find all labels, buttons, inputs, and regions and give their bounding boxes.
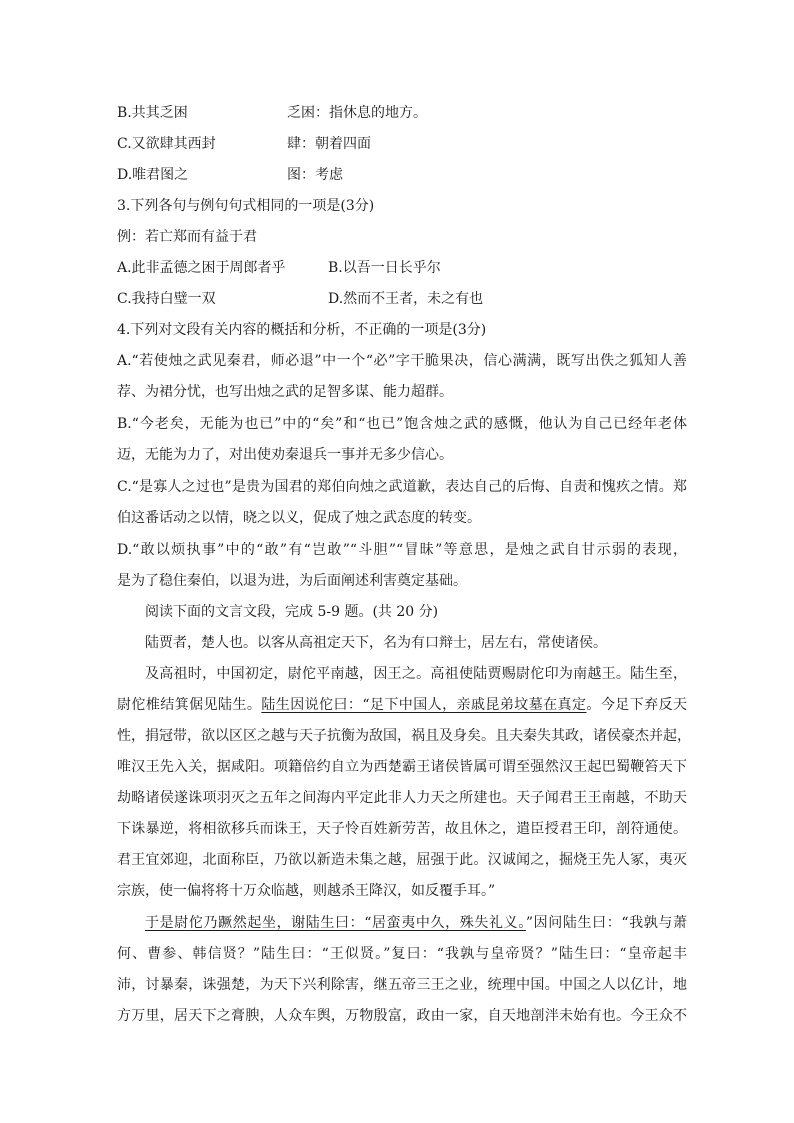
vocab-option-d (117, 165, 687, 185)
passage-p2-line-6: 下诛暴逆，将相欲移兵而诛王，天子怜百姓新劳苦，故且休之，遣臣授君王印，剖符通使。 (117, 821, 687, 837)
question-3-options-row-1 (117, 258, 687, 278)
question-4-option-a-line-2: 荐、为裙分忧，也写出烛之武的足智多谋、能力超群。 (117, 384, 453, 400)
question-4-option-c-line-1: C.“是寡人之过也”是贵为国君的郑伯向烛之武道歉，表达自己的后悔、自责和愧疚之情。郑 (117, 479, 687, 495)
passage-p3-line-3: 沛，讨暴秦，诛强楚，为天下兴利除害，继五帝三王之业，统理中国。中国之人以亿计，地 (117, 977, 687, 993)
passage-p3-line-1 (145, 913, 687, 933)
vocab-term: C.又欲肆其西封 (117, 136, 216, 152)
passage-text: ”因问陆生曰：“我孰与萧 (525, 915, 687, 931)
passage-text: 尉佗椎结箕倨见陆生。 (117, 697, 262, 713)
vocab-option-c (117, 134, 687, 154)
question-4-option-b-line-2: 迈，无能为力了，对出使劝秦退兵一事并无多少信心。 (117, 447, 453, 463)
vocab-gloss: 图：考虑 (287, 167, 343, 183)
passage-p2-line-8: 宗族，使一偏将将十万众临越，则越杀王降汉，如反覆手耳。” (117, 883, 496, 899)
question-4-option-c-line-2: 伯这番话动之以情，晓之以义，促成了烛之武态度的转变。 (117, 510, 481, 526)
question-4-option-b-line-1: B.“今老矣，无能为也已”中的“矣”和“也已”饱含烛之武的感慨，他认为自己已经年老体 (117, 416, 687, 432)
vocab-gloss: 肆：朝着四面 (287, 136, 371, 152)
question-4-stem: 4.下列对文段有关内容的概括和分析，不正确的一项是(3分) (117, 322, 487, 338)
reading-intro: 阅读下面的文言文段，完成 5-9 题。(共 20 分) (145, 604, 439, 620)
question-3-example: 例：若亡郑而有益于君 (117, 229, 257, 245)
vocab-option-b (117, 103, 687, 123)
option-c: C.我持白璧一双 (117, 291, 216, 307)
vocab-gloss: 乏困：指休息的地方。 (287, 105, 427, 121)
question-4-option-d-line-2: 是为了稳住秦伯，以退为进，为后面阐述利害奠定基础。 (117, 573, 467, 589)
passage-text: 。今足下弃反天 (586, 697, 688, 713)
passage-p2-line-2 (117, 695, 687, 715)
passage-p2-line-4: 唯汉王先入关，据咸阳。项籍倍约自立为西楚霸王诸侯皆属可谓至强然汉王起巴蜀鞭笞天下 (117, 759, 687, 775)
underlined-sentence: 于是尉佗乃蹶然起坐，谢陆生曰：“居蛮夷中久，殊失礼义。 (145, 915, 526, 931)
vocab-term: B.共其乏困 (117, 105, 188, 121)
passage-p2-line-1: 及高祖时，中国初定，尉佗平南越，因王之。高祖使陆贾赐尉佗印为南越王。陆生至， (145, 666, 687, 682)
question-3-stem: 3.下列各句与例句句式相同的一项是(3分) (117, 198, 375, 214)
passage-p2-line-3: 性，捐冠带，欲以区区之越与天子抗衡为敌国，祸且及身矣。且夫秦失其政，诸侯豪杰并起， (117, 728, 691, 744)
vocab-term: D.唯君图之 (117, 167, 189, 183)
option-d: D.然而不王者，未之有也 (328, 291, 484, 307)
question-4-option-d-line-1: D.“敢以烦执事”中的“敢”有“岂敢”“斗胆”“冒昧”等意思，是烛之武自甘示弱的表现， (117, 542, 687, 558)
question-3-options-row-2 (117, 289, 687, 309)
passage-p3-line-2: 何、曹参、韩信贤？”陆生曰：“王似贤。”复曰：“我孰与皇帝贤？”陆生曰：“皇帝起丰 (117, 946, 687, 962)
passage-p2-line-5: 劫略诸侯遂诛项羽灭之五年之间海内平定此非人力天之所建也。天子闻君王王南越，不助天 (117, 790, 687, 806)
option-a: A.此非孟德之困于周郎者乎 (117, 260, 286, 276)
passage-p2-line-7: 君王宜郊迎，北面称臣，乃欲以新造未集之越，屈强于此。汉诚闻之，掘烧王先人冢，夷灭 (117, 852, 687, 868)
passage-p3-line-4: 方万里，居天下之膏腴，人众车舆，万物殷富，政由一家，自天地剖泮未始有也。今王众不 (117, 1008, 687, 1024)
option-b: B.以吾一日长乎尔 (328, 260, 441, 276)
question-4-option-a-line-1: A.“若使烛之武见秦君，师必退”中一个“必”字干脆果决，信心满满，既写出佚之狐知人善 (117, 353, 687, 369)
underlined-sentence: 陆生因说佗曰：“足下中国人，亲戚昆弟坟墓在真定 (261, 697, 587, 713)
passage-paragraph-1: 陆贾者，楚人也。以客从高祖定天下，名为有口辩士，居左右，常使诸侯。 (145, 635, 607, 651)
